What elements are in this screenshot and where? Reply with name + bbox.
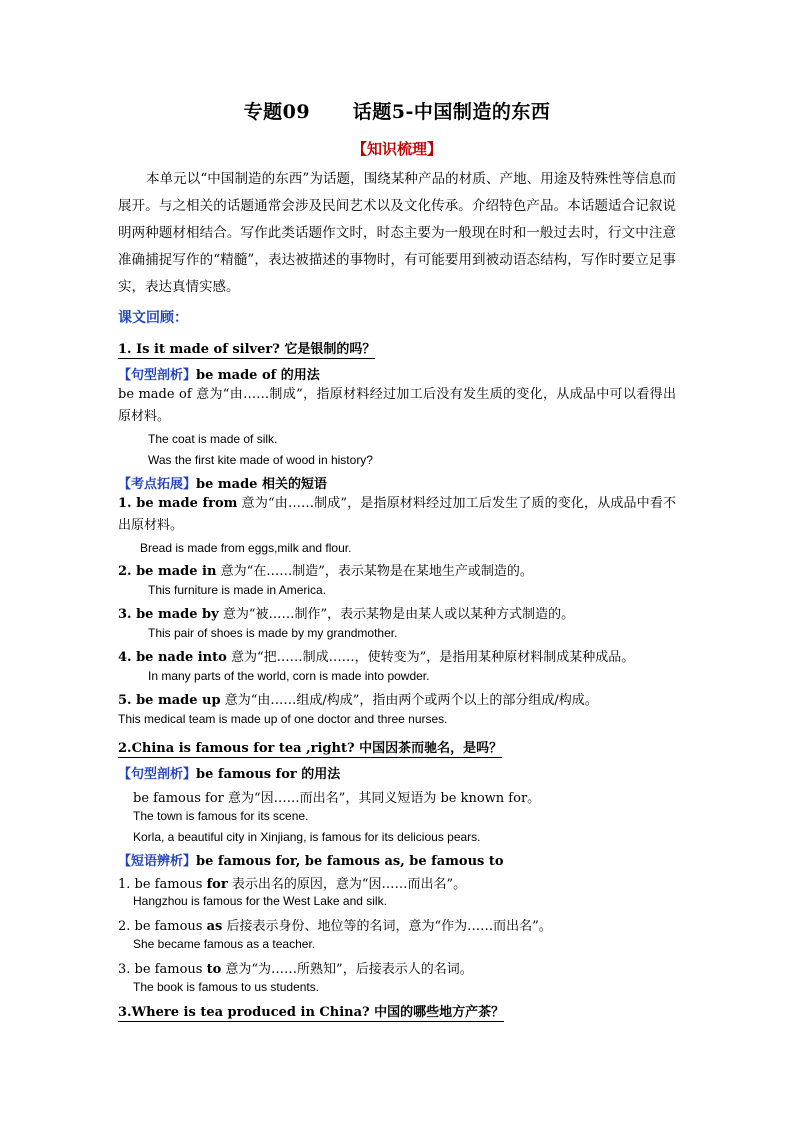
q1-analysis-text: be made of 意为“由……制成”，指原材料经过加工后没有发生质的变化，从成品中可以看得出原材料。 (118, 387, 676, 424)
intro-paragraph: 本单元以“中国制造的东西”为话题，围绕某种产品的材质、产地、用途及特殊性等信息而展开。与之相关的话题通常会涉及民间艺术以及文化传承。介绍特色产品。本话题适合记叙说明两种题材相结合。写作此类话题作文时，时态主要为一般现在时和一般过去时，行文中注意准确捕捉写作的“精髓”，表达被描述的事物时，有可能要用到被动语态结构，写作时要立足事实，表达真情实感。 (118, 171, 676, 295)
q1-extension-title: be made 相关的短语 (196, 477, 327, 492)
q2-heading (118, 737, 502, 756)
q1-item-2-text: 意为“在……制造”，表示某物是在某地生产或制造的。 (216, 564, 533, 579)
q1-example-1: The coat is made of silk. (148, 432, 278, 446)
q2-distinction-2-pre: 2. be famous (118, 919, 207, 934)
q2-heading-text: 2.China is famous for tea ,right? 中国因茶而驰名，是吗？ (118, 741, 503, 756)
q1-item-5-term: 5. be made up (118, 693, 221, 708)
q1-item-4-example: In many parts of the world, corn is made into powder. (148, 669, 430, 683)
q2-distinction-line (118, 850, 504, 869)
q2-distinction-3-pre: 3. be famous (118, 962, 207, 977)
page-title: 专题09 话题5-中国制造的东西 (243, 101, 551, 123)
q2-distinction-1-pre: 1. be famous (118, 877, 207, 892)
review-label: 课文回顾： (118, 310, 188, 326)
q1-item-4-term: 4. be nade into (118, 650, 227, 665)
q1-item-3-example: This pair of shoes is made by my grandmother. (148, 626, 398, 640)
q2-example-1: The town is famous for its scene. (133, 809, 309, 823)
q1-item-2 (118, 560, 533, 579)
q2-distinction-title: be famous for, be famous as, be famous to (196, 854, 504, 869)
q3-heading-text: 3.Where is tea produced in China? 中国的哪些地方产茶？ (118, 1005, 505, 1020)
q1-item-3-term: 3. be made by (118, 607, 219, 622)
q1-item-3-text: 意为“被……制作”，表示某物是由某人或以某种方式制造的。 (218, 607, 575, 622)
q1-extension-line (118, 473, 327, 492)
q1-item-1 (118, 493, 676, 537)
q2-distinction-1-term: for (206, 877, 228, 892)
q1-item-2-example: This furniture is made in America. (148, 583, 327, 597)
q1-item-1-text: 意为“由……制成”，是指原材料经过加工后发生了质的变化，从成品中看不出原材料。 (118, 496, 676, 533)
q2-distinction-1-example: Hangzhou is famous for the West Lake and silk. (133, 894, 387, 908)
q2-distinction-3-term: to (206, 962, 222, 977)
q1-item-5-example: This medical team is made up of one doctor and three nurses. (118, 712, 448, 726)
q2-distinction-3-example: The book is famous to us students. (133, 980, 320, 994)
q1-item-2-term: 2. be made in (118, 564, 217, 579)
q2-distinction-2-text: 后接表示身份、地位等的名词，意为“作为……而出名”。 (222, 919, 552, 934)
q3-heading (118, 1001, 504, 1020)
q2-distinction-2-example: She became famous as a teacher. (133, 937, 316, 951)
q1-item-4 (118, 646, 634, 665)
q2-distinction-1-text: 表示出名的原因，意为“因……而出名”。 (227, 877, 467, 892)
q2-analysis-title: be famous for 的用法 (196, 767, 341, 782)
q1-item-1-example: Bread is made from eggs,milk and flour. (140, 541, 352, 555)
q2-distinction-2-term: as (206, 919, 223, 934)
q1-item-3 (118, 603, 574, 622)
q1-item-5 (118, 689, 598, 708)
q2-distinction-2 (118, 915, 552, 934)
q1-analysis-title: be made of 的用法 (196, 368, 320, 383)
q1-item-1-term: 1. be made from (118, 496, 238, 511)
q1-analysis-tag: 【句型剖析】 (118, 368, 197, 383)
q2-distinction-1 (118, 873, 466, 892)
q1-extension-tag: 【考点拓展】 (118, 477, 197, 492)
q1-analysis-line (118, 364, 320, 383)
q1-heading-text: 1. Is it made of silver? 它是银制的吗？ (118, 342, 376, 357)
q2-distinction-3 (118, 958, 473, 977)
q2-analysis-text: be famous for 意为“因……而出名”，其同义短语为 be known for。 (133, 791, 541, 806)
q2-analysis-line (118, 763, 340, 782)
q2-distinction-tag: 【短语辨析】 (118, 854, 197, 869)
q2-analysis-tag: 【句型剖析】 (118, 767, 197, 782)
q1-item-4-text: 意为“把……制成……，使转变为”，是指用某种原材料制成某种成品。 (226, 650, 635, 665)
q1-item-5-text: 意为“由……组成/构成”，指由两个或两个以上的部分组成/构成。 (220, 693, 598, 708)
section-tag: 【知识梳理】 (351, 140, 442, 158)
q2-distinction-3-text: 意为“为……所熟知”，后接表示人的名词。 (221, 962, 473, 977)
q1-example-2: Was the first kite made of wood in history? (148, 453, 373, 467)
q2-example-2: Korla, a beautiful city in Xinjiang, is famous for its delicious pears. (133, 830, 481, 844)
q1-heading (118, 338, 375, 357)
